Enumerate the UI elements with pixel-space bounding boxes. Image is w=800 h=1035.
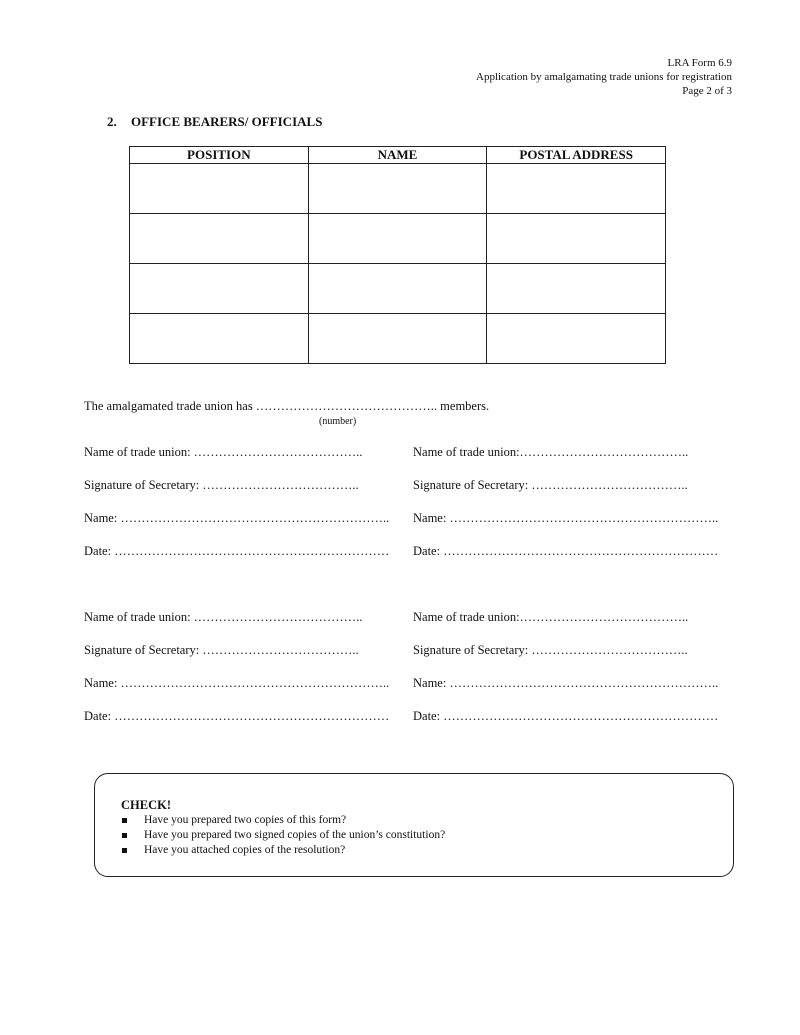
table-cell-name[interactable]: [308, 214, 487, 264]
checklist-item-text: Have you prepared two copies of this form?: [144, 814, 347, 826]
checklist-item: [121, 843, 445, 858]
secretary-signature-field[interactable]: Signature of Secretary: ………………………………..: [413, 643, 688, 657]
page-number: Page 2 of 3: [682, 85, 732, 97]
trade-union-name-field[interactable]: Name of trade union: …………………………………..: [84, 445, 363, 459]
column-header-position: POSITION: [130, 147, 309, 164]
checklist-item-text: Have you attached copies of the resolution?: [144, 844, 346, 856]
square-bullet-icon: [122, 848, 127, 853]
square-bullet-icon: [122, 833, 127, 838]
checklist-item: [121, 828, 445, 843]
column-header-name: NAME: [308, 147, 487, 164]
trade-union-name-field[interactable]: Name of trade union:…………………………………..: [413, 445, 689, 459]
table-cell-postal-address[interactable]: [487, 264, 666, 314]
table-cell-position[interactable]: [130, 314, 309, 364]
table-row: [130, 214, 666, 264]
table-cell-postal-address[interactable]: [487, 214, 666, 264]
checklist-item-text: Have you prepared two signed copies of the union’s constitution?: [144, 829, 446, 841]
page-header: [476, 56, 732, 98]
square-bullet-icon: [122, 818, 127, 823]
table-cell-postal-address[interactable]: [487, 164, 666, 214]
date-field[interactable]: Date: …………………………………………………………: [84, 709, 390, 723]
members-count-note: (number): [319, 416, 357, 427]
form-number: LRA Form 6.9: [667, 57, 732, 69]
office-bearers-table: [129, 146, 666, 364]
date-field[interactable]: Date: …………………………………………………………: [84, 544, 390, 558]
form-title: Application by amalgamating trade unions for registration: [476, 71, 732, 83]
table-cell-postal-address[interactable]: [487, 314, 666, 364]
name-field[interactable]: Name: ………………………………………………………..: [84, 511, 390, 525]
checklist-box: [94, 773, 734, 877]
secretary-signature-field[interactable]: Signature of Secretary: ………………………………..: [84, 478, 359, 492]
table-cell-name[interactable]: [308, 264, 487, 314]
date-field[interactable]: Date: …………………………………………………………: [413, 709, 719, 723]
name-field[interactable]: Name: ………………………………………………………..: [413, 676, 719, 690]
section-title: OFFICE BEARERS/ OFFICIALS: [131, 114, 323, 129]
table-row: [130, 264, 666, 314]
checklist-item: [121, 813, 445, 828]
table-cell-name[interactable]: [308, 164, 487, 214]
section-heading: [107, 114, 322, 130]
members-count-line[interactable]: The amalgamated trade union has …………………………………….. members.: [84, 399, 490, 413]
checklist-title: CHECK!: [121, 798, 171, 812]
table-cell-position[interactable]: [130, 214, 309, 264]
trade-union-name-field[interactable]: Name of trade union: …………………………………..: [84, 610, 363, 624]
column-header-postal-address: POSTAL ADDRESS: [487, 147, 666, 164]
table-row: [130, 164, 666, 214]
section-number: 2.: [107, 114, 117, 129]
table-cell-position[interactable]: [130, 264, 309, 314]
secretary-signature-field[interactable]: Signature of Secretary: ………………………………..: [413, 478, 688, 492]
name-field[interactable]: Name: ………………………………………………………..: [413, 511, 719, 525]
checklist-items: [121, 813, 445, 858]
secretary-signature-field[interactable]: Signature of Secretary: ………………………………..: [84, 643, 359, 657]
table-cell-position[interactable]: [130, 164, 309, 214]
trade-union-name-field[interactable]: Name of trade union:…………………………………..: [413, 610, 689, 624]
name-field[interactable]: Name: ………………………………………………………..: [84, 676, 390, 690]
table-header-row: [130, 147, 666, 164]
table-cell-name[interactable]: [308, 314, 487, 364]
table-row: [130, 314, 666, 364]
date-field[interactable]: Date: …………………………………………………………: [413, 544, 719, 558]
